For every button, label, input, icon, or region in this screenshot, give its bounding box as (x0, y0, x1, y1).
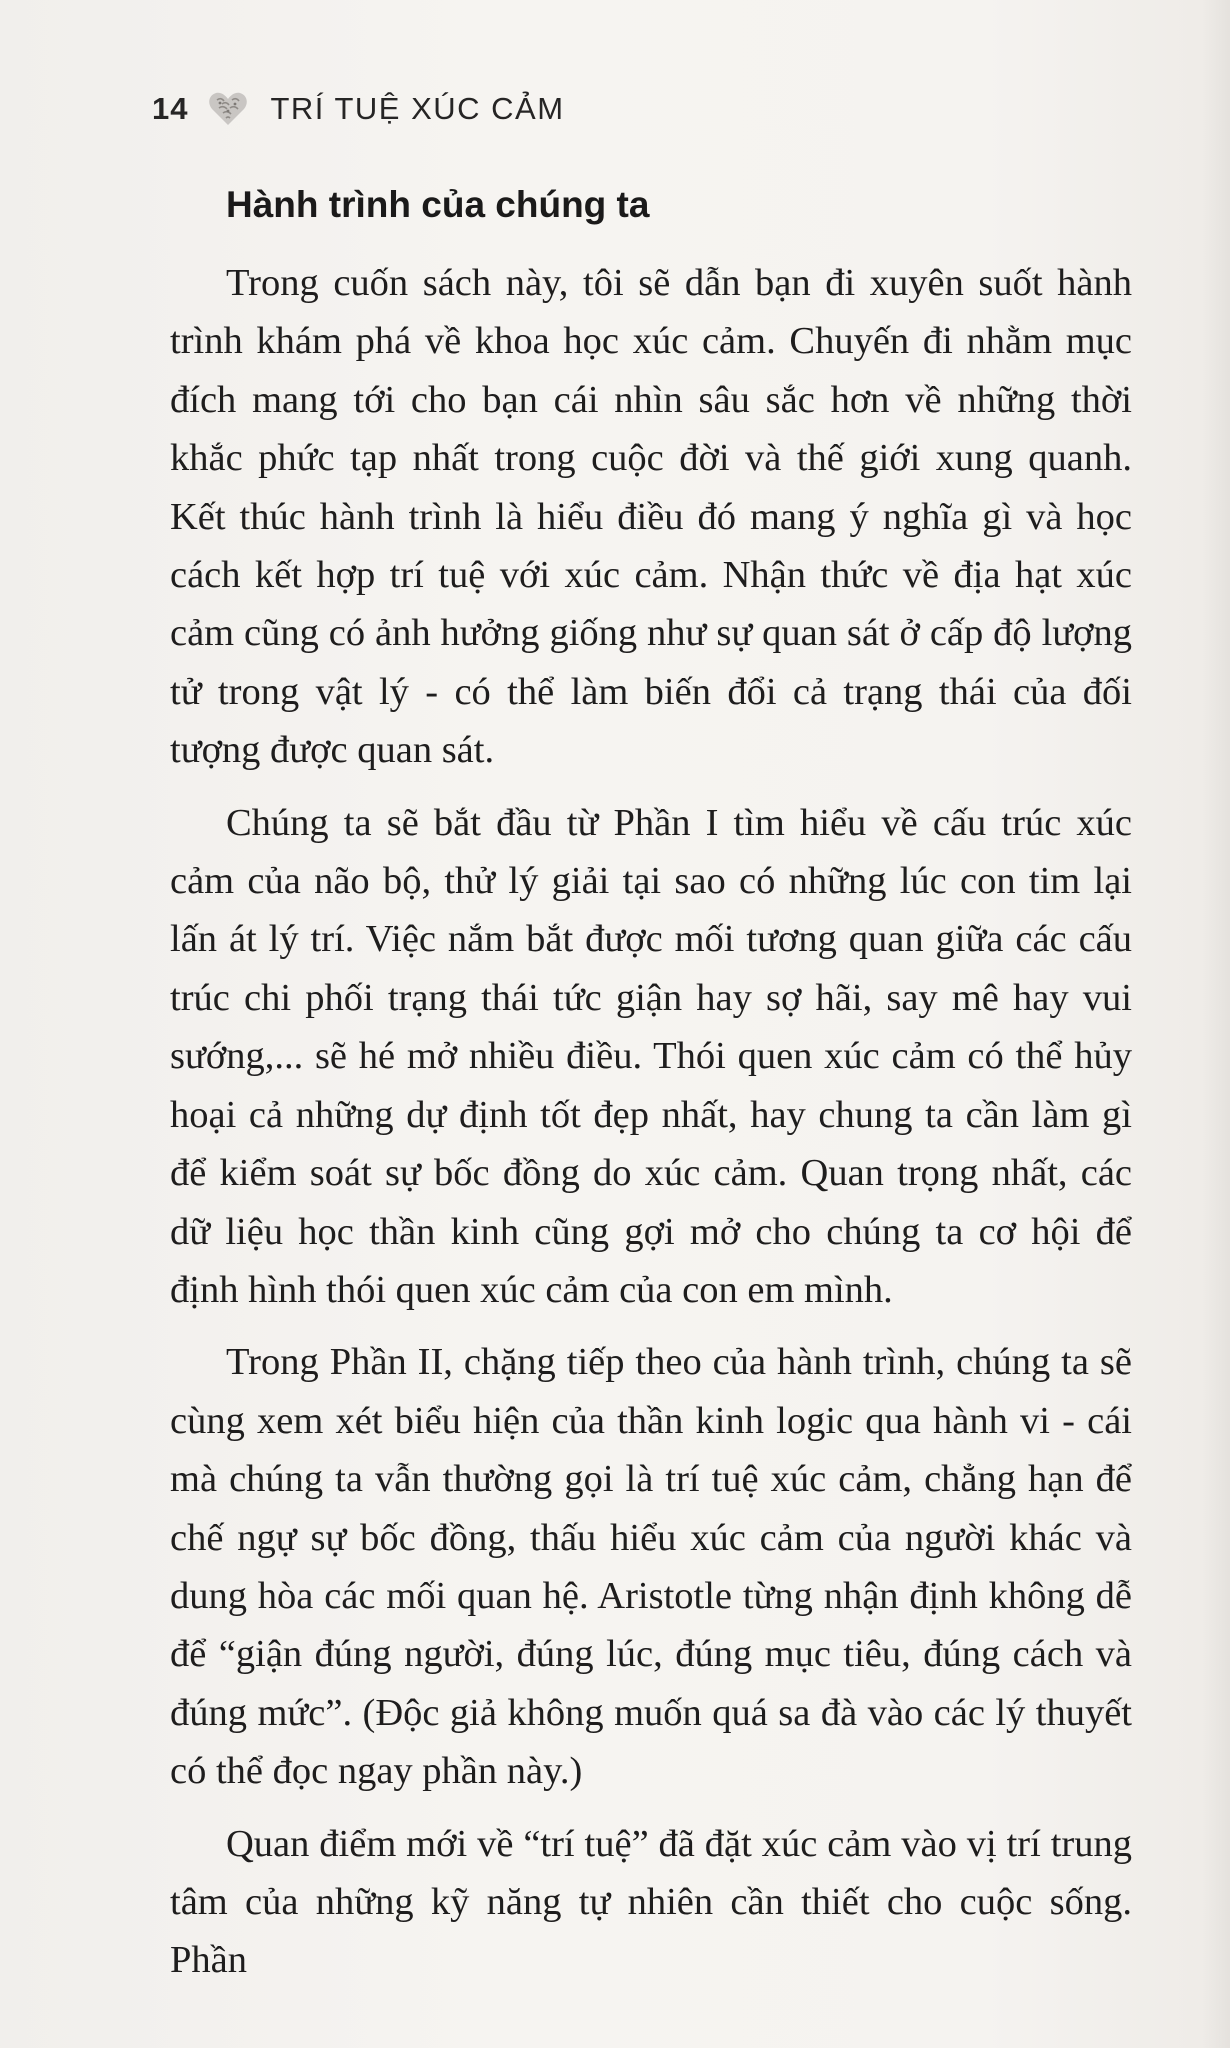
page-edge-shadow (1202, 0, 1230, 2048)
heart-brain-icon (208, 91, 248, 127)
paragraph: Quan điểm mới về “trí tuệ” đã đặt xúc cảm vào vị trí trung tâm của những kỹ năng tự nhiên cần thiết cho cuộc sống. Phần (170, 1822, 1132, 1982)
page-number: 14 (152, 91, 189, 126)
running-header (152, 84, 565, 134)
section-heading: Hành trình của chúng ta (226, 184, 650, 225)
body-text (170, 254, 1132, 2004)
paragraph: Trong cuốn sách này, tôi sẽ dẫn bạn đi xuyên suốt hành trình khám phá về khoa học xúc cảm. Chuyến đi nhằm mục đích mang tới cho bạn cái nhìn sâu sắc hơn về những thời khắc phức tạp nhất trong cuộc đời và thế giới xung quanh. Kết thúc hành trình là hiểu điều đó mang ý nghĩa gì và học cách kết hợp trí tuệ với xúc cảm. Nhận thức về địa hạt xúc cảm cũng có ảnh hưởng giống như sự quan sát ở cấp độ lượng tử trong vật lý - có thể làm biến đổi cả trạng thái của đối tượng được quan sát. (170, 262, 1132, 772)
paragraph: Chúng ta sẽ bắt đầu từ Phần I tìm hiểu về cấu trúc xúc cảm của não bộ, thử lý giải tại sao có những lúc con tim lại lấn át lý trí. Việc nắm bắt được mối tương quan giữa các cấu trúc chi phối trạng thái tức giận hay sợ hãi, say mê hay vui sướng,... sẽ hé mở nhiều điều. Thói quen xúc cảm có thể hủy hoại cả những dự định tốt đẹp nhất, hay chung ta cần làm gì để kiểm soát sự bốc đồng do xúc cảm. Quan trọng nhất, các dữ liệu học thần kinh cũng gợi mở cho chúng ta cơ hội để định hình thói quen xúc cảm của con em mình. (170, 801, 1132, 1311)
paragraph: Trong Phần II, chặng tiếp theo của hành trình, chúng ta sẽ cùng xem xét biểu hiện của thần kinh logic qua hành vi - cái mà chúng ta vẫn thường gọi là trí tuệ xúc cảm, chẳng hạn để chế ngự sự bốc đồng, thấu hiểu xúc cảm của người khác và dung hòa các mối quan hệ. Aristotle từng nhận định không dễ để “giận đúng người, đúng lúc, đúng mục tiêu, đúng cách và đúng mức”. (Độc giả không muốn quá sa đà vào các lý thuyết có thể đọc ngay phần này.) (170, 1341, 1132, 1793)
book-title: TRÍ TUỆ XÚC CẢM (270, 91, 565, 126)
